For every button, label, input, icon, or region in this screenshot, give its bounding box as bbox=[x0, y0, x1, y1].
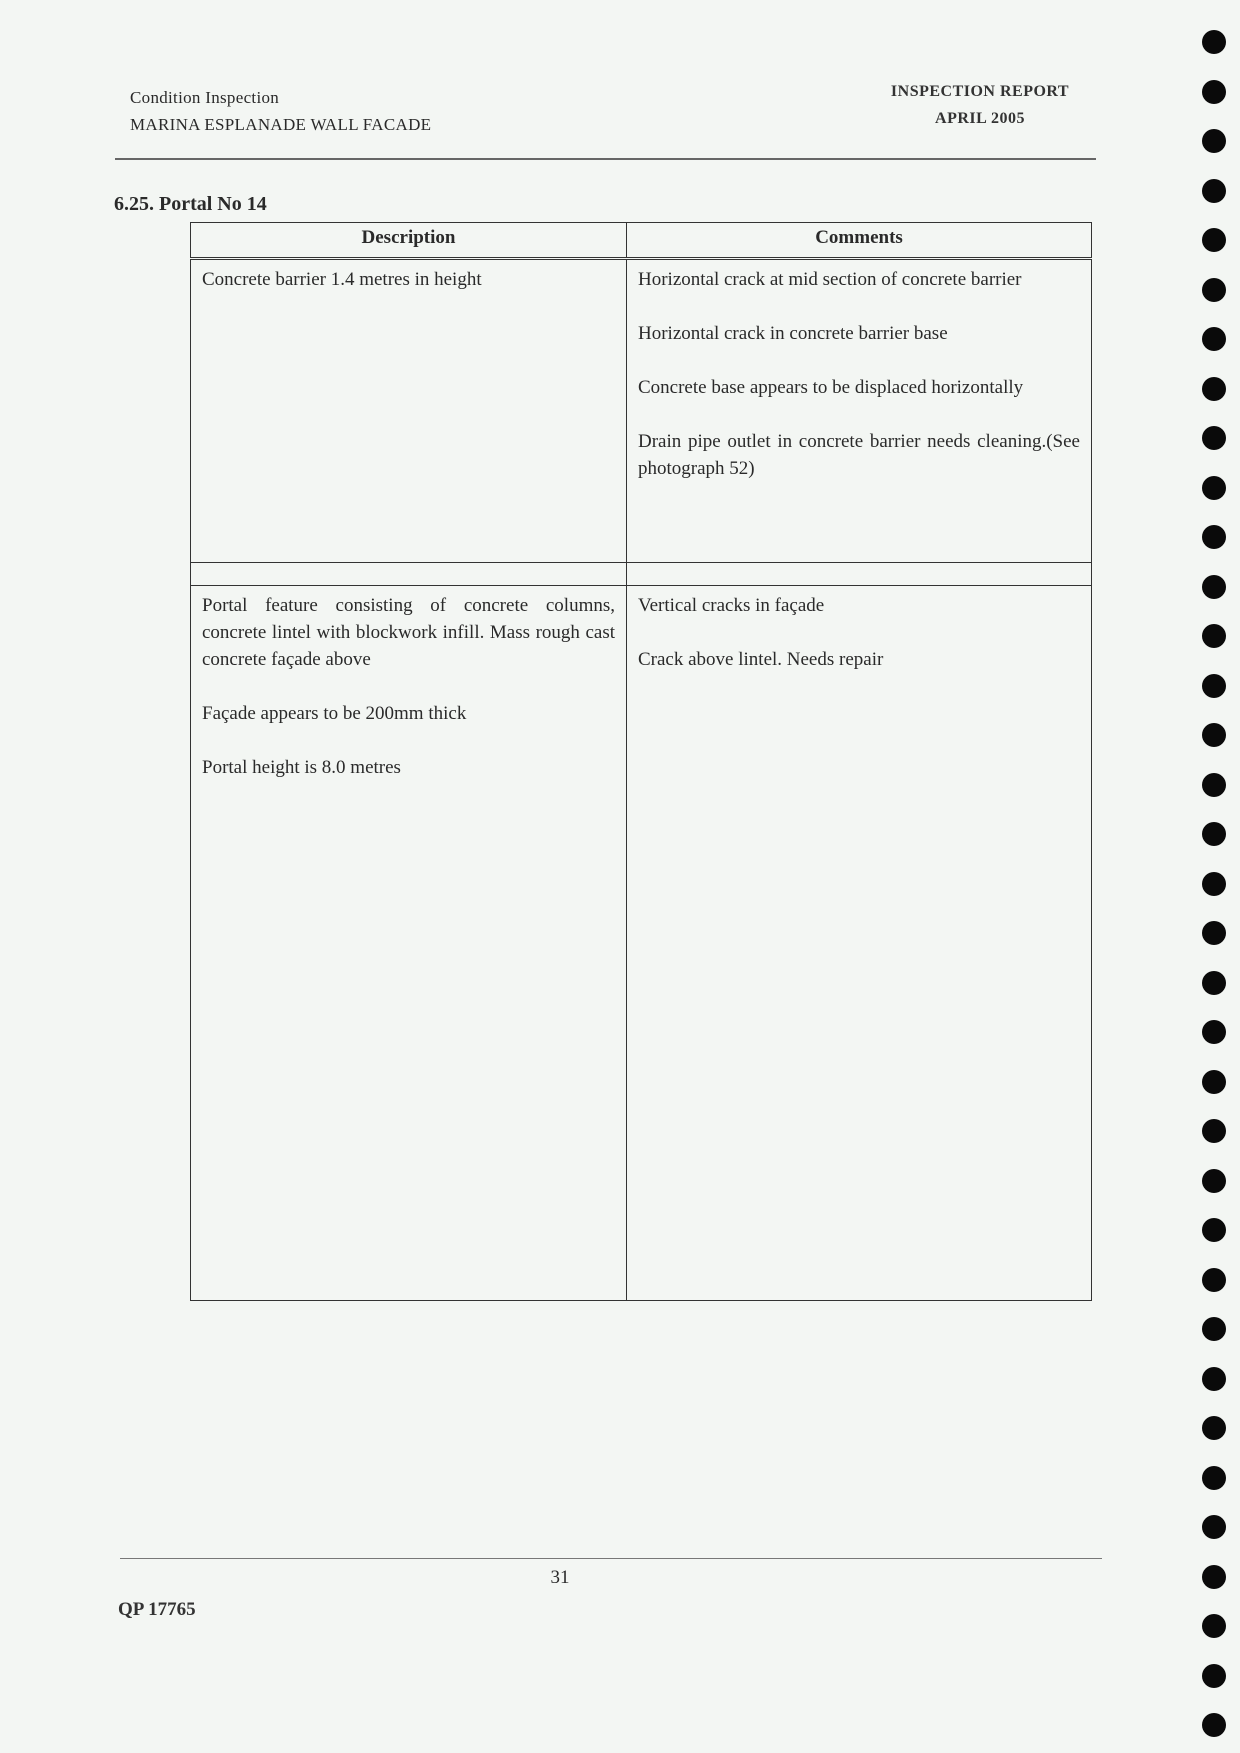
table-row bbox=[191, 586, 1092, 1301]
page-number: 31 bbox=[550, 1567, 570, 1588]
binding-hole bbox=[1202, 971, 1226, 995]
binding-hole bbox=[1202, 1416, 1226, 1440]
comment-text: Vertical cracks in façade bbox=[638, 595, 825, 616]
binding-hole bbox=[1202, 723, 1226, 747]
binding-hole bbox=[1202, 1664, 1226, 1688]
binding-hole bbox=[1202, 1218, 1226, 1242]
binding-hole bbox=[1202, 228, 1226, 252]
header-left bbox=[130, 84, 431, 138]
comment-text: Horizontal crack in concrete barrier base bbox=[638, 323, 948, 344]
spacer-cell bbox=[627, 563, 1092, 586]
binding-hole bbox=[1202, 1169, 1226, 1193]
table-spacer-row bbox=[191, 563, 1092, 586]
binding-hole bbox=[1202, 80, 1226, 104]
table-header-row bbox=[191, 223, 1092, 259]
comment-text: Crack above lintel. Needs repair bbox=[638, 649, 884, 670]
binding-hole bbox=[1202, 822, 1226, 846]
column-header-comments: Comments bbox=[627, 223, 1092, 259]
binding-hole bbox=[1202, 525, 1226, 549]
inspection-table bbox=[190, 222, 1092, 1301]
binding-hole bbox=[1202, 773, 1226, 797]
description-text: Portal height is 8.0 metres bbox=[202, 757, 401, 778]
description-text: Concrete barrier 1.4 metres in height bbox=[202, 269, 482, 290]
binding-hole bbox=[1202, 1614, 1226, 1638]
description-text: Façade appears to be 200mm thick bbox=[202, 703, 467, 724]
binding-hole bbox=[1202, 1070, 1226, 1094]
column-header-description: Description bbox=[191, 223, 627, 259]
binding-hole bbox=[1202, 377, 1226, 401]
binding-hole bbox=[1202, 1466, 1226, 1490]
binding-hole bbox=[1202, 327, 1226, 351]
binding-hole bbox=[1202, 179, 1226, 203]
document-reference: QP 17765 bbox=[118, 1599, 196, 1620]
header-right bbox=[870, 78, 1090, 132]
comment-text: Concrete base appears to be displaced horizontally bbox=[638, 377, 1024, 398]
binding-hole bbox=[1202, 872, 1226, 896]
binding-hole bbox=[1202, 921, 1226, 945]
binding-hole bbox=[1202, 1268, 1226, 1292]
description-cell bbox=[191, 586, 627, 1301]
binding-hole bbox=[1202, 30, 1226, 54]
footer-divider bbox=[120, 1558, 1102, 1559]
table-row bbox=[191, 259, 1092, 563]
binding-hole bbox=[1202, 278, 1226, 302]
description-text: Portal feature consisting of concrete columns, concrete lintel with blockwork infill. Mass rough cast concrete façade above bbox=[202, 595, 615, 670]
binding-hole bbox=[1202, 129, 1226, 153]
binding-hole bbox=[1202, 674, 1226, 698]
report-date: APRIL 2005 bbox=[935, 110, 1025, 127]
header-divider bbox=[115, 158, 1096, 160]
binding-hole bbox=[1202, 1119, 1226, 1143]
binding-hole bbox=[1202, 1565, 1226, 1589]
binding-hole bbox=[1202, 476, 1226, 500]
binding-hole bbox=[1202, 1515, 1226, 1539]
comment-text: Horizontal crack at mid section of concrete barrier bbox=[638, 269, 1022, 290]
spacer-cell bbox=[191, 563, 627, 586]
header-project-name: MARINA ESPLANADE WALL FACADE bbox=[130, 115, 432, 134]
binding-hole bbox=[1202, 1713, 1226, 1737]
header-subtitle: Condition Inspection bbox=[130, 88, 280, 107]
binding-hole bbox=[1202, 1317, 1226, 1341]
comments-cell bbox=[627, 586, 1092, 1301]
comment-text: Drain pipe outlet in concrete barrier needs cleaning.(See photograph 52) bbox=[638, 431, 1080, 479]
binding-holes bbox=[1202, 30, 1230, 1730]
binding-hole bbox=[1202, 575, 1226, 599]
binding-hole bbox=[1202, 624, 1226, 648]
binding-hole bbox=[1202, 426, 1226, 450]
section-title: 6.25. Portal No 14 bbox=[114, 193, 267, 215]
binding-hole bbox=[1202, 1367, 1226, 1391]
description-cell bbox=[191, 259, 627, 563]
binding-hole bbox=[1202, 1020, 1226, 1044]
report-type: INSPECTION REPORT bbox=[890, 83, 1070, 100]
comments-cell bbox=[627, 259, 1092, 563]
